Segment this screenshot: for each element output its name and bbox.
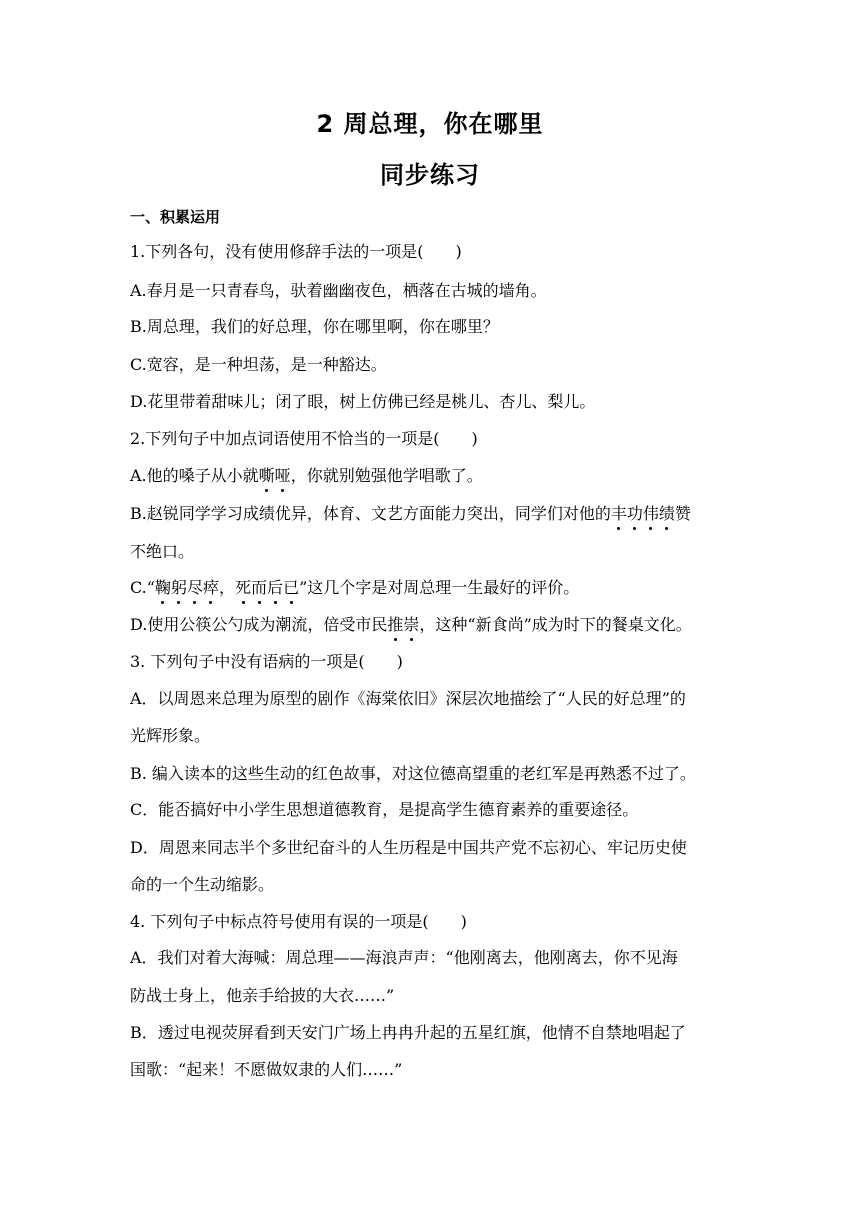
question-1-option-b: B.周总理，我们的好总理，你在哪里啊，你在哪里？ [130,317,499,336]
question-4-option-a: A．我们对着大海喊：周总理——海浪声声：“他刚离去，他刚离去，你不见海 [130,948,678,967]
question-3-option-d-cont: 命的一个生动缩影。 [130,875,275,894]
question-1-option-a: A.春月是一只青春鸟，驮着幽幽夜色，栖落在古城的墙角。 [130,281,547,300]
question-2-option-a [130,466,730,486]
question-4-stem: 4. 下列句子中标点符号使用有误的一项是( ) [130,912,467,931]
question-3-option-d: D．周恩来同志半个多世纪奋斗的人生历程是中国共产党不忘初心、牢记历史使 [130,838,687,857]
question-4-option-b-cont: 国歌：“起来！不愿做奴隶的人们……” [130,1060,403,1079]
emphasized-word: 鞠躬尽瘁，死而后已 [154,578,300,597]
question-2-option-c [130,578,730,598]
option-text: ”这几个字是对周总理一生最好的评价。 [299,578,580,597]
option-text: ，这种“新食尚”成为时下的餐桌文化。 [419,615,692,634]
question-3-stem: 3. 下列句子中没有语病的一项是( ) [130,652,403,671]
question-3-option-a-cont: 光辉形象。 [130,726,211,745]
option-text: 赞 [674,504,691,523]
question-2-option-b-cont: 不绝口。 [130,542,195,561]
question-2-stem: 2.下列句子中加点词语使用不恰当的一项是( ) [130,429,478,448]
document-subtitle: 同步练习 [380,161,480,189]
option-text: ，你就别勉强他学唱歌了。 [290,466,483,485]
section-heading: 一、积累运用 [130,208,221,226]
emphasized-word: 嘶哑 [258,466,291,485]
question-1-option-c: C.宽容，是一种坦荡，是一种豁达。 [130,355,387,374]
question-3-option-b: B. 编入读本的这些生动的红色故事，对这位德高望重的老红军是再熟悉不过了。 [130,764,696,783]
question-3-option-a: A．以周恩来总理为原型的剧作《海棠依旧》深层次地描绘了“人民的好总理”的 [130,689,686,708]
question-3-option-c: C．能否搞好中小学生思想道德教育，是提高学生德育素养的重要途径。 [130,800,639,819]
question-1-stem: 1.下列各句，没有使用修辞手法的一项是( ) [130,242,462,261]
question-2-option-b [130,504,730,524]
option-text: D.使用公筷公勺成为潮流，倍受市民 [130,615,388,634]
emphasized-word: 推崇 [387,615,420,634]
question-4-option-b: B．透过电视荧屏看到天安门广场上冉冉升起的五星红旗，他情不自禁地唱起了 [130,1023,686,1042]
option-text: C.“ [130,578,155,597]
emphasized-word: 丰功伟绩 [610,504,675,523]
question-1-option-d: D.花里带着甜味儿；闭了眼，树上仿佛已经是桃儿、杏儿、梨儿。 [130,392,596,411]
question-4-option-a-cont: 防战士身上，他亲手给披的大衣……” [130,986,395,1005]
document-title: 2 周总理，你在哪里 [316,110,544,138]
question-2-option-d [130,615,730,635]
option-text: B.赵锐同学学习成绩优异，体育、文艺方面能力突出，同学们对他的 [130,504,611,523]
option-text: A.他的嗓子从小就 [130,466,259,485]
